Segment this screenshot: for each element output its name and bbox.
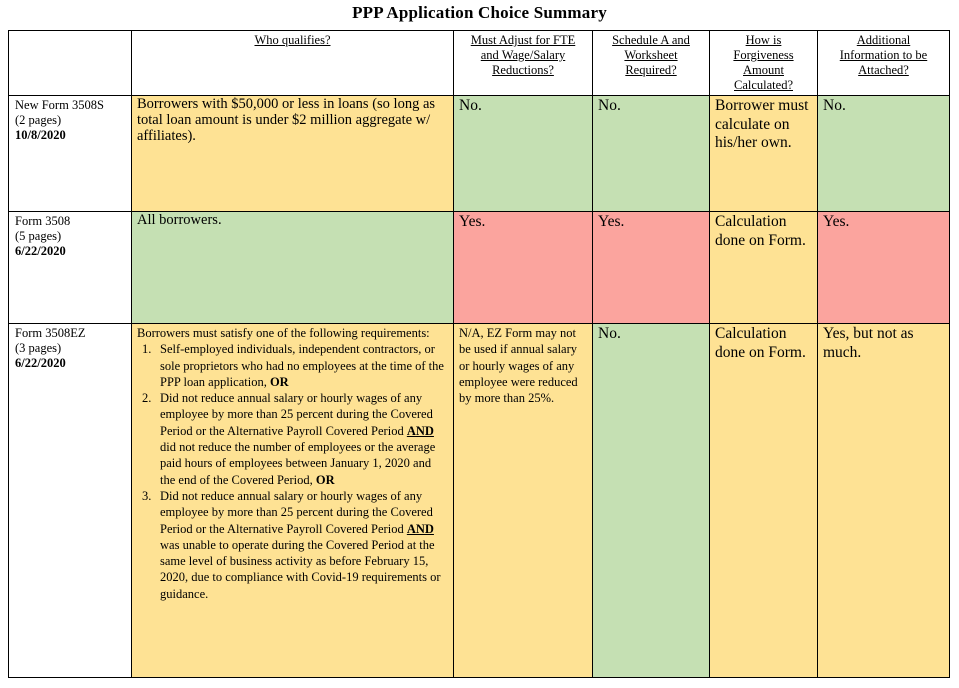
cell-text: Yes, but not as much. xyxy=(823,325,914,361)
cell-fte-wage-adjust xyxy=(454,324,593,678)
cell-who-qualifies xyxy=(132,96,454,212)
table-body xyxy=(9,96,950,678)
qualifies-intro: Borrowers must satisfy one of the following requirements: xyxy=(137,326,430,340)
text-segment: OR xyxy=(269,374,289,389)
column-header-who-qualifies xyxy=(132,31,454,96)
list-number: 3. xyxy=(142,488,152,503)
cell-text: No. xyxy=(598,325,621,342)
column-header-forgiveness-calculation xyxy=(710,31,818,96)
form-label xyxy=(9,324,132,678)
text-segment: OR xyxy=(315,472,335,487)
cell-text: N/A, EZ Form may not be used if annual salary or hourly wages of any employee were reduced by more than 25%. xyxy=(459,326,578,406)
cell-forgiveness-calculation xyxy=(710,96,818,212)
cell-who-qualifies xyxy=(132,212,454,324)
cell-schedule-a-worksheet xyxy=(593,324,710,678)
column-header-form xyxy=(9,31,132,96)
form-pages: (2 pages) xyxy=(15,113,62,127)
cell-text: Calculation done on Form. xyxy=(715,213,806,249)
cell-schedule-a-worksheet xyxy=(593,96,710,212)
cell-text: All borrowers. xyxy=(137,212,222,228)
text-segment: Did not reduce annual salary or hourly wages of any employee by more than 25 percent during the Covered Period or the Alternative Payroll Covered Period xyxy=(160,391,433,438)
column-header-fte-wage-adjust xyxy=(454,31,593,96)
cell-fte-wage-adjust xyxy=(454,212,593,324)
text-segment: AND xyxy=(406,521,434,536)
table-row xyxy=(9,324,950,678)
list-number: 2. xyxy=(142,391,152,406)
cell-text: Borrowers with $50,000 or less in loans (so long as total loan amount is under $2 million aggregate w/ affiliates). xyxy=(137,96,436,144)
column-header-text: How is Forgiveness Amount Calculated? xyxy=(733,33,794,92)
column-header-text: Additional Information to be Attached? xyxy=(839,33,928,77)
cell-forgiveness-calculation xyxy=(710,324,818,678)
cell-additional-attachments xyxy=(818,324,950,678)
cell-schedule-a-worksheet xyxy=(593,212,710,324)
text-segment: AND xyxy=(406,423,434,438)
requirements-list xyxy=(137,341,447,602)
form-date: 10/8/2020 xyxy=(15,128,66,142)
cell-text: No. xyxy=(823,97,846,114)
cell-text: Borrower must calculate on his/her own. xyxy=(715,97,809,151)
column-header-text: Who qualifies? xyxy=(254,33,331,47)
form-label xyxy=(9,212,132,324)
text-segment: Self-employed individuals, independent contractors, or sole proprietors who had no employees at the time of the PPP loan application, xyxy=(160,342,444,389)
requirement-item xyxy=(137,390,447,488)
cell-fte-wage-adjust xyxy=(454,96,593,212)
form-date: 6/22/2020 xyxy=(15,356,66,370)
cell-text: Yes. xyxy=(459,213,486,230)
text-segment: Did not reduce annual salary or hourly wages of any employee by more than 25 percent during the Covered Period or the Alternative Payroll Covered Period xyxy=(160,488,433,536)
column-header-additional-attachments xyxy=(818,31,950,96)
cell-text: No. xyxy=(459,97,482,114)
form-date: 6/22/2020 xyxy=(15,244,66,258)
ppp-summary-table xyxy=(8,30,950,678)
cell-additional-attachments xyxy=(818,212,950,324)
table-row xyxy=(9,96,950,212)
requirement-item xyxy=(137,488,447,602)
cell-who-qualifies xyxy=(132,324,454,678)
cell-text: Yes. xyxy=(823,213,850,230)
form-pages: (5 pages) xyxy=(15,229,62,243)
column-header-text: Must Adjust for FTE and Wage/Salary Reductions? xyxy=(470,33,576,77)
header-row xyxy=(9,31,950,96)
column-header-text: Schedule A and Worksheet Required? xyxy=(612,33,690,77)
requirement-item xyxy=(137,341,447,390)
form-name: Form 3508EZ xyxy=(15,326,86,340)
form-label xyxy=(9,96,132,212)
column-header-schedule-a-worksheet xyxy=(593,31,710,96)
table-row xyxy=(9,212,950,324)
text-segment: was unable to operate during the Covered Period at the same level of business activity as before February 15, 2020, due to compliance with Covid-19 requirements or guidance. xyxy=(160,537,441,601)
cell-additional-attachments xyxy=(818,96,950,212)
list-number: 1. xyxy=(142,342,152,357)
cell-text: No. xyxy=(598,97,621,114)
cell-text: Yes. xyxy=(598,213,625,230)
cell-text: Calculation done on Form. xyxy=(715,325,806,361)
form-name: New Form 3508S xyxy=(15,98,104,112)
page-title: PPP Application Choice Summary xyxy=(352,3,607,22)
form-pages: (3 pages) xyxy=(15,341,62,355)
form-name: Form 3508 xyxy=(15,214,71,228)
text-segment: did not reduce the number of employees or the average paid hours of employees between January 1, 2020 and the end of the Covered Period, xyxy=(160,440,436,487)
cell-forgiveness-calculation xyxy=(710,212,818,324)
